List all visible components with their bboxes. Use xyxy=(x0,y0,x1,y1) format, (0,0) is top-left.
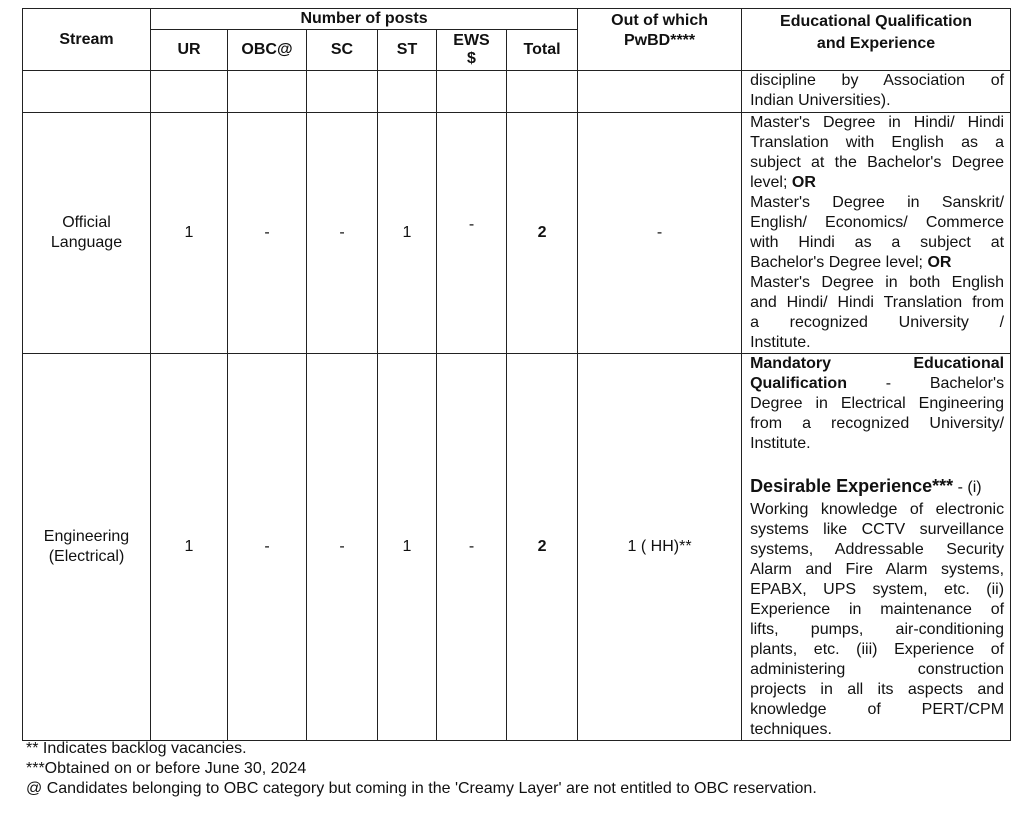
header-stream: Stream xyxy=(23,9,151,71)
header-pwbd-line1: Out of which xyxy=(611,12,708,29)
cell-empty xyxy=(23,71,151,113)
qual-line: techniques. xyxy=(750,721,832,738)
footnotes xyxy=(26,739,817,799)
cell-obc: - xyxy=(228,113,307,354)
mandatory-label: Qualification xyxy=(750,375,847,392)
qual-line: systems like CCTV surveillance xyxy=(750,521,1005,538)
cell-ur: 1 xyxy=(151,354,228,741)
cell-empty xyxy=(437,71,507,113)
qual-line: lifts, pumps, air-conditioning xyxy=(750,621,1005,638)
qual-line xyxy=(750,253,1004,273)
table-row-continuation xyxy=(23,71,1011,113)
cell-ews xyxy=(437,113,507,354)
qual-line xyxy=(750,173,1004,193)
desirable-label: Desirable Experience*** xyxy=(750,476,954,496)
qual-line: Master's Degree in Sanskrit/ xyxy=(750,194,1005,211)
qual-text: Bachelor's Degree level; xyxy=(750,254,923,271)
qual-line: from a recognized University/ xyxy=(750,415,1005,432)
footnote: ** Indicates backlog vacancies. xyxy=(26,740,247,757)
qual-line: systems, Addressable Security xyxy=(750,541,1005,558)
qual-line: Institute. xyxy=(750,435,811,452)
qual-line: Master's Degree in both English xyxy=(750,274,1005,291)
footnote: @ Candidates belonging to OBC category but coming in the 'Creamy Layer' are not entitled to OBC reservation. xyxy=(26,780,817,797)
cell-qualification xyxy=(742,354,1011,741)
stream-line: Language xyxy=(50,234,123,251)
cell-empty xyxy=(507,71,578,113)
table-row xyxy=(23,354,1011,741)
cell-sc: - xyxy=(307,113,378,354)
qual-text: - (i) xyxy=(953,479,982,496)
qual-line xyxy=(750,474,1004,500)
qual-line: Degree in Electrical Engineering xyxy=(750,395,1005,412)
footnote: ***Obtained on or before June 30, 2024 xyxy=(26,760,307,777)
header-total: Total xyxy=(507,30,578,71)
cell-sc: - xyxy=(307,354,378,741)
qual-spacer xyxy=(750,454,1004,474)
cell-total: 2 xyxy=(507,354,578,741)
qual-line: subject at the Bachelor's Degree xyxy=(750,154,1005,171)
cell-pwbd: - xyxy=(578,113,742,354)
qual-line: Institute. xyxy=(750,334,811,351)
qual-line: Experience in maintenance of xyxy=(750,601,1005,618)
qual-line: EPABX, UPS system, etc. (ii) xyxy=(750,581,1005,598)
header-obc: OBC@ xyxy=(228,30,307,71)
continuation-line: Indian Universities). xyxy=(750,92,891,109)
cell-qualification xyxy=(742,113,1011,354)
cell-empty xyxy=(578,71,742,113)
stream-line: Engineering xyxy=(43,528,130,545)
mandatory-label: Mandatory Educational xyxy=(750,355,1005,372)
qual-line: Working knowledge of electronic xyxy=(750,501,1005,518)
qual-line: with Hindi as a subject at xyxy=(750,234,1005,251)
qual-line: Alarm and Fire Alarm systems, xyxy=(750,561,1005,578)
qual-line: English/ Economics/ Commerce xyxy=(750,214,1005,231)
cell-st: 1 xyxy=(378,354,437,741)
qual-line xyxy=(750,354,1004,374)
qual-line: a recognized University / xyxy=(750,314,1005,331)
header-ews xyxy=(437,30,507,71)
cell-empty xyxy=(378,71,437,113)
cell-empty xyxy=(151,71,228,113)
qual-text: - Bachelor's xyxy=(846,375,1005,392)
header-qual-line2: and Experience xyxy=(816,35,936,52)
table-row xyxy=(23,113,1011,354)
header-number-of-posts: Number of posts xyxy=(151,9,578,30)
header-pwbd-line2: PwBD**** xyxy=(623,32,696,49)
qual-line: Master's Degree in Hindi/ Hindi xyxy=(750,114,1005,131)
cell-obc: - xyxy=(228,354,307,741)
or-label: OR xyxy=(927,254,952,271)
header-row-top xyxy=(23,9,1011,30)
qual-line: administering construction xyxy=(750,661,1005,678)
posts-table xyxy=(22,8,1011,741)
header-ews-line1: EWS xyxy=(453,32,490,49)
stream-line: (Electrical) xyxy=(48,548,125,565)
cell-stream xyxy=(23,113,151,354)
stream-line: Official xyxy=(62,214,111,231)
continuation-line: discipline by Association of xyxy=(750,72,1005,89)
cell-empty xyxy=(228,71,307,113)
cell-pwbd: 1 ( HH)** xyxy=(578,354,742,741)
header-qual-line1: Educational Qualification xyxy=(780,13,973,30)
cell-ur: 1 xyxy=(151,113,228,354)
qual-text: level; xyxy=(750,174,788,191)
or-label: OR xyxy=(791,174,816,191)
qual-line: knowledge of PERT/CPM xyxy=(750,701,1005,718)
qual-line: projects in all its aspects and xyxy=(750,681,1005,698)
header-ur: UR xyxy=(151,30,228,71)
cell-empty xyxy=(307,71,378,113)
header-qualification xyxy=(742,9,1011,71)
header-pwbd xyxy=(578,9,742,71)
cell-total: 2 xyxy=(507,113,578,354)
qual-line: plants, etc. (iii) Experience of xyxy=(750,641,1005,658)
qual-line xyxy=(750,374,1004,394)
header-st: ST xyxy=(378,30,437,71)
ews-value: - xyxy=(468,216,475,233)
header-ews-line2: $ xyxy=(467,50,476,67)
qual-line: Translation with English as a xyxy=(750,134,1005,151)
cell-st: 1 xyxy=(378,113,437,354)
cell-stream xyxy=(23,354,151,741)
cell-ews: - xyxy=(437,354,507,741)
header-sc: SC xyxy=(307,30,378,71)
qual-line: and Hindi/ Hindi Translation from xyxy=(750,294,1005,311)
continuation-qualification xyxy=(742,71,1011,113)
